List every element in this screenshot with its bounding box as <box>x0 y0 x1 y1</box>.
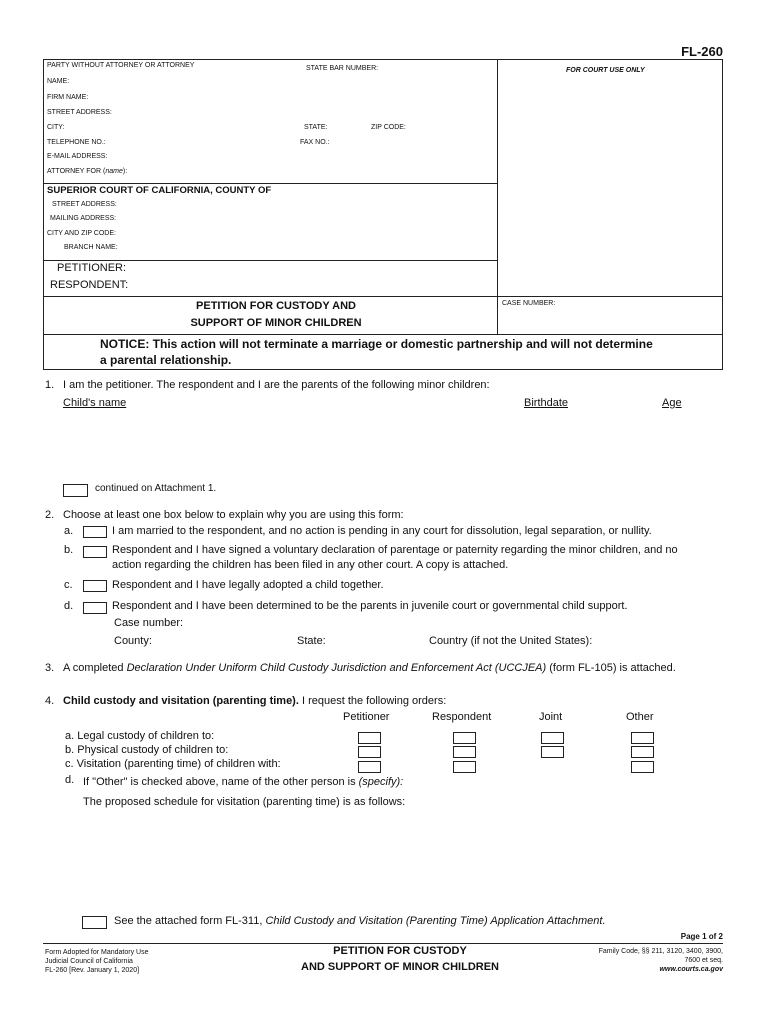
item4-number: 4. <box>45 695 55 707</box>
item4-text: Child custody and visitation (parenting time). I request the following orders: <box>63 695 447 707</box>
court-city-zip-label: CITY AND ZIP CODE: <box>47 230 116 237</box>
col-petitioner-header: Petitioner <box>343 711 390 723</box>
state-label: STATE: <box>304 124 328 131</box>
physical-custody-petitioner-checkbox[interactable] <box>358 746 381 758</box>
visitation-respondent-checkbox[interactable] <box>453 761 476 773</box>
party-label: PARTY WITHOUT ATTORNEY OR ATTORNEY <box>47 62 195 69</box>
form-title-line1: PETITION FOR CUSTODY AND <box>196 300 356 312</box>
item4d-letter: d. <box>65 774 75 786</box>
fl311-attachment-label: See the attached form FL-311, Child Custody and Visitation (Parenting Time) Application Attachment. <box>114 915 606 927</box>
footer-website: www.courts.ca.gov <box>659 966 723 973</box>
footer-adopted: Form Adopted for Mandatory Use <box>45 949 149 956</box>
attorney-for-label: ATTORNEY FOR (name): <box>47 168 128 175</box>
item2d-state-label: State: <box>297 635 326 647</box>
notice-line1: NOTICE: This action will not terminate a marriage or domestic partnership and will not determine <box>100 337 653 351</box>
birthdate-header: Birthdate <box>524 397 569 409</box>
item3-number: 3. <box>45 662 55 674</box>
court-title: SUPERIOR COURT OF CALIFORNIA, COUNTY OF <box>47 185 272 196</box>
physical-custody-other-checkbox[interactable] <box>631 746 654 758</box>
item4b-label: b. Physical custody of children to: <box>65 744 229 756</box>
physical-custody-joint-checkbox[interactable] <box>541 746 564 758</box>
state-bar-label: STATE BAR NUMBER: <box>306 65 379 72</box>
item2b-letter: b. <box>64 544 74 556</box>
visitation-petitioner-checkbox[interactable] <box>358 761 381 773</box>
footer-revision: FL-260 [Rev. January 1, 2020] <box>45 967 140 974</box>
fl311-attachment-checkbox[interactable] <box>82 916 107 929</box>
case-number-label: CASE NUMBER: <box>502 300 556 307</box>
item2d-text: Respondent and I have been determined to be the parents in juvenile court or governmental child support. <box>112 600 628 612</box>
visitation-other-checkbox[interactable] <box>631 761 654 773</box>
court-street-label: STREET ADDRESS: <box>52 201 117 208</box>
item2d-letter: d. <box>64 600 74 612</box>
item2a-text: I am married to the respondent, and no action is pending in any court for dissolution, legal separation, or nullity. <box>112 525 652 537</box>
footer-family-code-cont: 7600 et seq. <box>684 957 723 964</box>
continued-attachment1-label: continued on Attachment 1. <box>95 483 217 494</box>
footer-divider <box>43 943 723 944</box>
item2-number: 2. <box>45 509 55 521</box>
item2b-text1: Respondent and I have signed a voluntary declaration of parentage or paternity regarding the minor children, and no <box>112 544 678 556</box>
telephone-label: TELEPHONE NO.: <box>47 139 106 146</box>
item2d-county-label: County: <box>114 635 152 647</box>
item2c-letter: c. <box>64 579 73 591</box>
item1-text: I am the petitioner. The respondent and I are the parents of the following minor children: <box>63 379 490 391</box>
footer-council: Judicial Council of California <box>45 958 133 965</box>
firm-name-label: FIRM NAME: <box>47 94 89 101</box>
court-mailing-label: MAILING ADDRESS: <box>50 215 117 222</box>
fax-label: FAX NO.: <box>300 139 330 146</box>
item2b-checkbox[interactable] <box>83 546 107 558</box>
item2d-case-number-label: Case number: <box>114 617 184 629</box>
footer-title-line2: AND SUPPORT OF MINOR CHILDREN <box>301 961 499 973</box>
footer-family-code: Family Code, §§ 211, 3120, 3400, 3900, <box>598 948 723 955</box>
name-label: NAME: <box>47 78 70 85</box>
col-joint-header: Joint <box>539 711 563 723</box>
legal-custody-joint-checkbox[interactable] <box>541 732 564 744</box>
court-use-label: FOR COURT USE ONLY <box>566 67 645 74</box>
legal-custody-other-checkbox[interactable] <box>631 732 654 744</box>
col-respondent-header: Respondent <box>432 711 492 723</box>
item2d-checkbox[interactable] <box>83 602 107 614</box>
physical-custody-respondent-checkbox[interactable] <box>453 746 476 758</box>
petitioner-label: PETITIONER: <box>57 262 127 274</box>
item2b-text2: action regarding the children has been filed in any other court. A copy is attached. <box>112 559 509 571</box>
legal-custody-petitioner-checkbox[interactable] <box>358 732 381 744</box>
form-title-line2: SUPPORT OF MINOR CHILDREN <box>190 317 362 329</box>
continued-attachment1-checkbox[interactable] <box>63 484 88 497</box>
item1-number: 1. <box>45 379 55 391</box>
item4c-label: c. Visitation (parenting time) of children with: <box>65 758 281 770</box>
age-header: Age <box>662 397 682 409</box>
item4a-label: a. Legal custody of children to: <box>65 730 215 742</box>
zip-label: ZIP CODE: <box>371 124 406 131</box>
child-name-header: Child's name <box>63 397 127 409</box>
item2c-checkbox[interactable] <box>83 580 107 592</box>
legal-custody-respondent-checkbox[interactable] <box>453 732 476 744</box>
visitation-schedule-label: The proposed schedule for visitation (parenting time) is as follows: <box>83 796 406 808</box>
court-branch-label: BRANCH NAME: <box>64 244 118 251</box>
item2-text: Choose at least one box below to explain why you are using this form: <box>63 509 404 521</box>
respondent-label: RESPONDENT: <box>50 279 129 291</box>
street-label: STREET ADDRESS: <box>47 109 112 116</box>
item2d-country-label: Country (if not the United States): <box>429 635 593 647</box>
footer-title-line1: PETITION FOR CUSTODY <box>333 945 467 957</box>
city-label: CITY: <box>47 124 65 131</box>
col-other-header: Other <box>626 711 654 723</box>
item2a-letter: a. <box>64 525 74 537</box>
item2a-checkbox[interactable] <box>83 526 107 538</box>
page-number: Page 1 of 2 <box>680 932 723 941</box>
form-number: FL-260 <box>681 44 723 59</box>
item2c-text: Respondent and I have legally adopted a child together. <box>112 579 384 591</box>
email-label: E-MAIL ADDRESS: <box>47 153 108 160</box>
item3-text: A completed Declaration Under Uniform Child Custody Jurisdiction and Enforcement Act (UCCJEA) (form FL-105) is attached. <box>63 662 676 674</box>
notice-line2: a parental relationship. <box>100 353 232 367</box>
item4d-text: If "Other" is checked above, name of the other person is (specify): <box>83 776 404 788</box>
